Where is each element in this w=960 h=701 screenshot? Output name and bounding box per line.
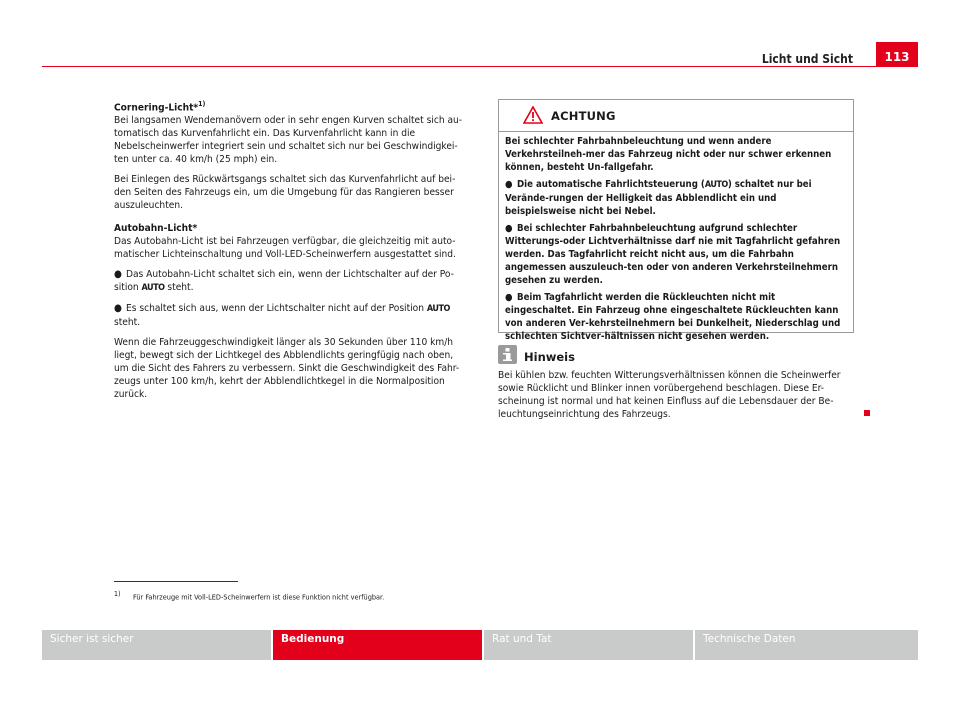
note-title: Hinweis	[524, 350, 575, 364]
warning-header	[499, 100, 853, 132]
footer-tab-rat-und-tat[interactable]: Rat und Tat	[484, 630, 693, 660]
warning-bullet-3: ● Beim Tagfahrlicht werden die Rückleuchten nicht mit eingeschaltet. Ein Fahrzeug ohne eingeschaltete Rückleuchten kann von anderen Ver-kehrsteilnehmern bei Dunkelheit, Niederschlag und schlechten Sichtver-hältnissen nicht gesehen werden.	[505, 292, 841, 342]
bullet-icon: ●	[505, 223, 513, 234]
note-icon	[498, 345, 517, 364]
cornering-paragraph-2: Bei Einlegen des Rückwärtsgangs schaltet sich das Kurvenfahrlicht auf bei-den Seiten des Fahrzeugs ein, um die Umgebung für das Rangieren besser auszuleuchten.	[114, 174, 456, 212]
autobahn-bullet-2: ● Es schaltet sich aus, wenn der Lichtschalter nicht auf der Position AUTO steht.	[114, 303, 450, 329]
page-number: 113	[876, 42, 918, 67]
auto-switch-icon: AUTO	[704, 180, 728, 190]
page-section-title: Licht und Sicht	[761, 52, 853, 66]
autobahn-paragraph-1: Das Autobahn-Licht ist bei Fahrzeugen verfügbar, die gleichzeitig mit auto-matischer Lichteinschaltung und Voll-LED-Scheinwerfern ausgestattet sind.	[114, 236, 456, 261]
bullet-icon: ●	[114, 269, 122, 281]
warning-triangle-icon	[523, 106, 543, 124]
warning-title: ACHTUNG	[551, 109, 616, 123]
bullet-icon: ●	[505, 179, 513, 190]
warning-bullet-2: ● Bei schlechter Fahrbahnbeleuchtung aufgrund schlechter Witterungs-oder Lichtverhältnisse darf nie mit Tagfahrlicht gefahren werden. Das Tagfahrlicht reicht nicht aus, um die Fahrbahn angemessen auszuleuch-ten oder von anderen Verkehrsteilnehmern gesehen zu werden.	[505, 223, 841, 286]
note-text: Bei kühlen bzw. feuchten Witterungsverhältnissen können die Scheinwerfer sowie Rücklicht und Blinker innen vorübergehend beschlagen. Diese Er-scheinung ist normal und hat keinen Einfluss auf die Lebensdauer der Be-leuchtungseinrichtung des Fahrzeugs.	[498, 370, 841, 420]
footer-tab-bedienung[interactable]: Bedienung	[273, 630, 482, 660]
footnote-rule	[114, 581, 238, 582]
autobahn-heading: Autobahn-Licht*	[114, 223, 198, 235]
warning-body	[499, 132, 853, 343]
cornering-heading: Cornering-Licht*$^{1)}$	[114, 100, 206, 114]
cornering-paragraph-1: Bei langsamen Wendemanövern oder in sehr engen Kurven schaltet sich au-tomatisch das Kurvenfahrlicht ein. Das Kurvenfahrlicht kann in die Nebelscheinwerfer integriert sein und schaltet sich nur bei Geschwindigkei-ten unter ca. 40 km/h (25 mph) ein.	[114, 115, 463, 166]
auto-switch-icon: AUTO	[426, 304, 450, 315]
section-end-marker	[864, 410, 870, 416]
footer-tab-technische-daten[interactable]: Technische Daten	[695, 630, 918, 660]
header-rule	[42, 66, 876, 67]
bullet-icon: ●	[114, 303, 122, 315]
footnote-ref[interactable]: 1)	[198, 100, 206, 108]
auto-switch-icon: AUTO	[141, 283, 165, 294]
left-column	[114, 98, 468, 408]
footnote-text: Für Fahrzeuge mit Voll-LED-Scheinwerfern ist diese Funktion nicht verfügbar.	[133, 592, 385, 602]
bullet-icon: ●	[505, 292, 513, 303]
footnote	[114, 589, 814, 602]
footnote-number: 1)	[114, 590, 121, 598]
footer-tab-sicher-ist-sicher[interactable]: Sicher ist sicher	[42, 630, 271, 660]
autobahn-paragraph-2: Wenn die Fahrzeuggeschwindigkeit länger als 30 Sekunden über 110 km/h liegt, bewegt sich der Lichtkegel des Abblendlichts geringfügig nach oben, um die Sicht des Fahrers zu verbessern. Sinkt die Geschwindigkeit des Fahr-zeugs unter 100 km/h, kehrt der Abblendlichtkegel in die Normalposition zurück.	[114, 337, 460, 401]
warning-bullet-1: ● Die automatische Fahrlichtsteuerung (AUTO) schaltet nur bei Verände-rungen der Helligkeit das Abblendlicht ein und beispielsweise nicht bei Nebel.	[505, 179, 812, 217]
autobahn-bullet-1: ● Das Autobahn-Licht schaltet sich ein, wenn der Lichtschalter auf der Po-sition AUTO steht.	[114, 269, 454, 294]
warning-paragraph: Bei schlechter Fahrbahnbeleuchtung und wenn andere Verkehrsteilneh-mer das Fahrzeug nicht oder nur schwer erkennen können, besteht Un-fallgefahr.	[505, 136, 832, 173]
warning-box	[498, 99, 854, 342]
